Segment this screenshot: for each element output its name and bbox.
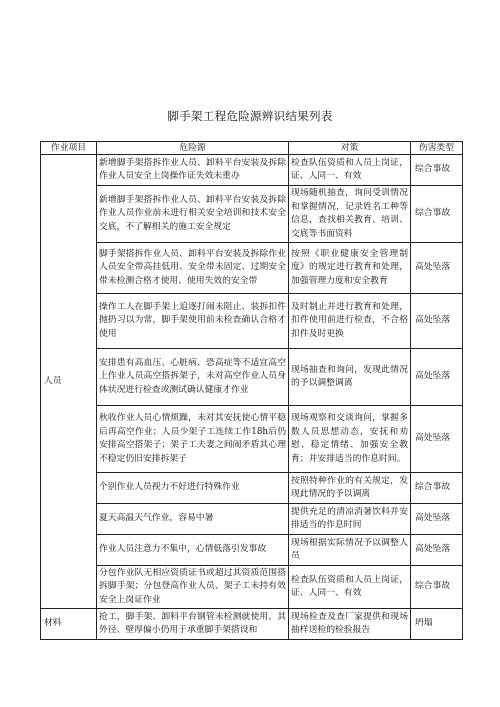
hazard-cell: 个别作业人员视力不好进行特殊作业 — [97, 473, 289, 504]
hazard-cell: 分包作业队无相应资质证书或超过其资质范围搭拆脚手架；分包登高作业人员、架子工未持有效安全上岗证作业 — [97, 566, 289, 609]
table-row — [41, 294, 463, 349]
table-row — [41, 535, 463, 566]
measure-cell: 提供充足的清凉消暑饮料并安排适当的作息时间 — [289, 504, 411, 535]
measure-cell: 现场检查及查厂家提供和现场抽样送检的检验报告 — [289, 609, 411, 640]
table-row — [41, 155, 463, 186]
measure-cell: 及时制止并进行教育和处理，扣件使用前进行检查，不合格扣件及时更换 — [289, 294, 411, 349]
column-header-injury-type: 伤害类型 — [411, 142, 463, 155]
table-row — [41, 504, 463, 535]
injury-type-cell: 高处坠落 — [411, 535, 463, 566]
table-header-row — [41, 142, 463, 155]
injury-type-cell: 高处坠落 — [411, 504, 463, 535]
hazard-cell: 秋收作业人员心情烦躁，未对其安抚使心情平稳后再高空作业；人员少架子工连续工作18h后仍安排高空搭架子；架子工夫妻之间闹矛盾其心理不稳定仍旧安排拆架子 — [97, 406, 289, 473]
hazard-cell: 脚手架搭拆作业人员、卸料平台安装及拆除作业人员安全带高挂低用、安全带未固定、过期安全带未检测合格才使用、使用失效的安全带 — [97, 243, 289, 294]
hazard-cell: 夏天高温天气作业，容易中暑 — [97, 504, 289, 535]
table-row — [41, 473, 463, 504]
injury-type-cell: 综合事故 — [411, 566, 463, 609]
injury-type-cell: 坍塌 — [411, 609, 463, 640]
hazard-cell: 新增脚手架搭拆作业人员、卸料平台安装及拆除作业人员作业前未进行相关安全培训和技术安全交底，不了解相关的施工安全规定 — [97, 186, 289, 243]
column-header-measure: 对策 — [289, 142, 411, 155]
hazard-cell: 新增脚手架搭拆作业人员、卸料平台安装及拆除作业人员安全上岗操作证失效未重办 — [97, 155, 289, 186]
hazard-cell: 操作工人在脚手架上追逐打闹未阻止、装拆扣件抛扔习以为常，脚手架使用前未检查确认合格才使用 — [97, 294, 289, 349]
measure-cell: 检查队伍资质和人员上岗证，证、人同一、有效 — [289, 566, 411, 609]
table-header — [41, 142, 463, 155]
measure-cell: 按照特种作业的有关规定，发现此情况的予以调离 — [289, 473, 411, 504]
injury-type-cell: 综合事故 — [411, 186, 463, 243]
measure-cell: 检查队伍资质和人员上岗证，证、人同一、有效 — [289, 155, 411, 186]
table-row — [41, 609, 463, 640]
measure-cell: 现场抽查和询问，发现此情况的予以调整调离 — [289, 349, 411, 406]
hazard-cell: 安排患有高血压、心脏病、恐高症等不适宜高空上作业人员高空搭拆架子，未对高空作业人员身体状况进行检查或测试确认健康才作业 — [97, 349, 289, 406]
measure-cell: 现场随机抽查，询问受训情况和掌握情况，记录姓名工种等信息，查找相关教育、培训、交底等书面资料 — [289, 186, 411, 243]
work-item-cell: 材料 — [41, 609, 97, 640]
table-body — [41, 155, 463, 640]
work-item-cell: 人员 — [41, 155, 97, 609]
injury-type-cell: 高处坠落 — [411, 349, 463, 406]
injury-type-cell: 综合事故 — [411, 473, 463, 504]
table-row — [41, 566, 463, 609]
hazard-table — [40, 141, 463, 640]
injury-type-cell: 高处坠落 — [411, 294, 463, 349]
injury-type-cell: 高处坠落 — [411, 406, 463, 473]
injury-type-cell: 综合事故 — [411, 155, 463, 186]
measure-cell: 现场根据实际情况予以调整人员 — [289, 535, 411, 566]
table-row — [41, 406, 463, 473]
document-title: 脚手架工程危险源辨识结果列表 — [167, 109, 333, 123]
table-row — [41, 186, 463, 243]
measure-cell: 按照《职业健康安全管理制度》的规定进行教育和处理，加强管理力度和安全教育 — [289, 243, 411, 294]
column-header-hazard: 危险源 — [97, 142, 289, 155]
injury-type-cell: 高处坠落 — [411, 243, 463, 294]
hazard-cell: 作业人员注意力不集中，心情低落引发事故 — [97, 535, 289, 566]
measure-cell: 现场观察和交谈询问，掌握多数人员思想动态，安抚和劝慰、稳定情绪、加强安全教育；并安排适当的作息时间。 — [289, 406, 411, 473]
table-row — [41, 349, 463, 406]
table-row — [41, 243, 463, 294]
column-header-work-item: 作业项目 — [41, 142, 97, 155]
hazard-cell: 抢工，脚手架、卸料平台钢管未检测就使用、其外径、壁厚偏小仍用于承重脚手架搭设和 — [97, 609, 289, 640]
